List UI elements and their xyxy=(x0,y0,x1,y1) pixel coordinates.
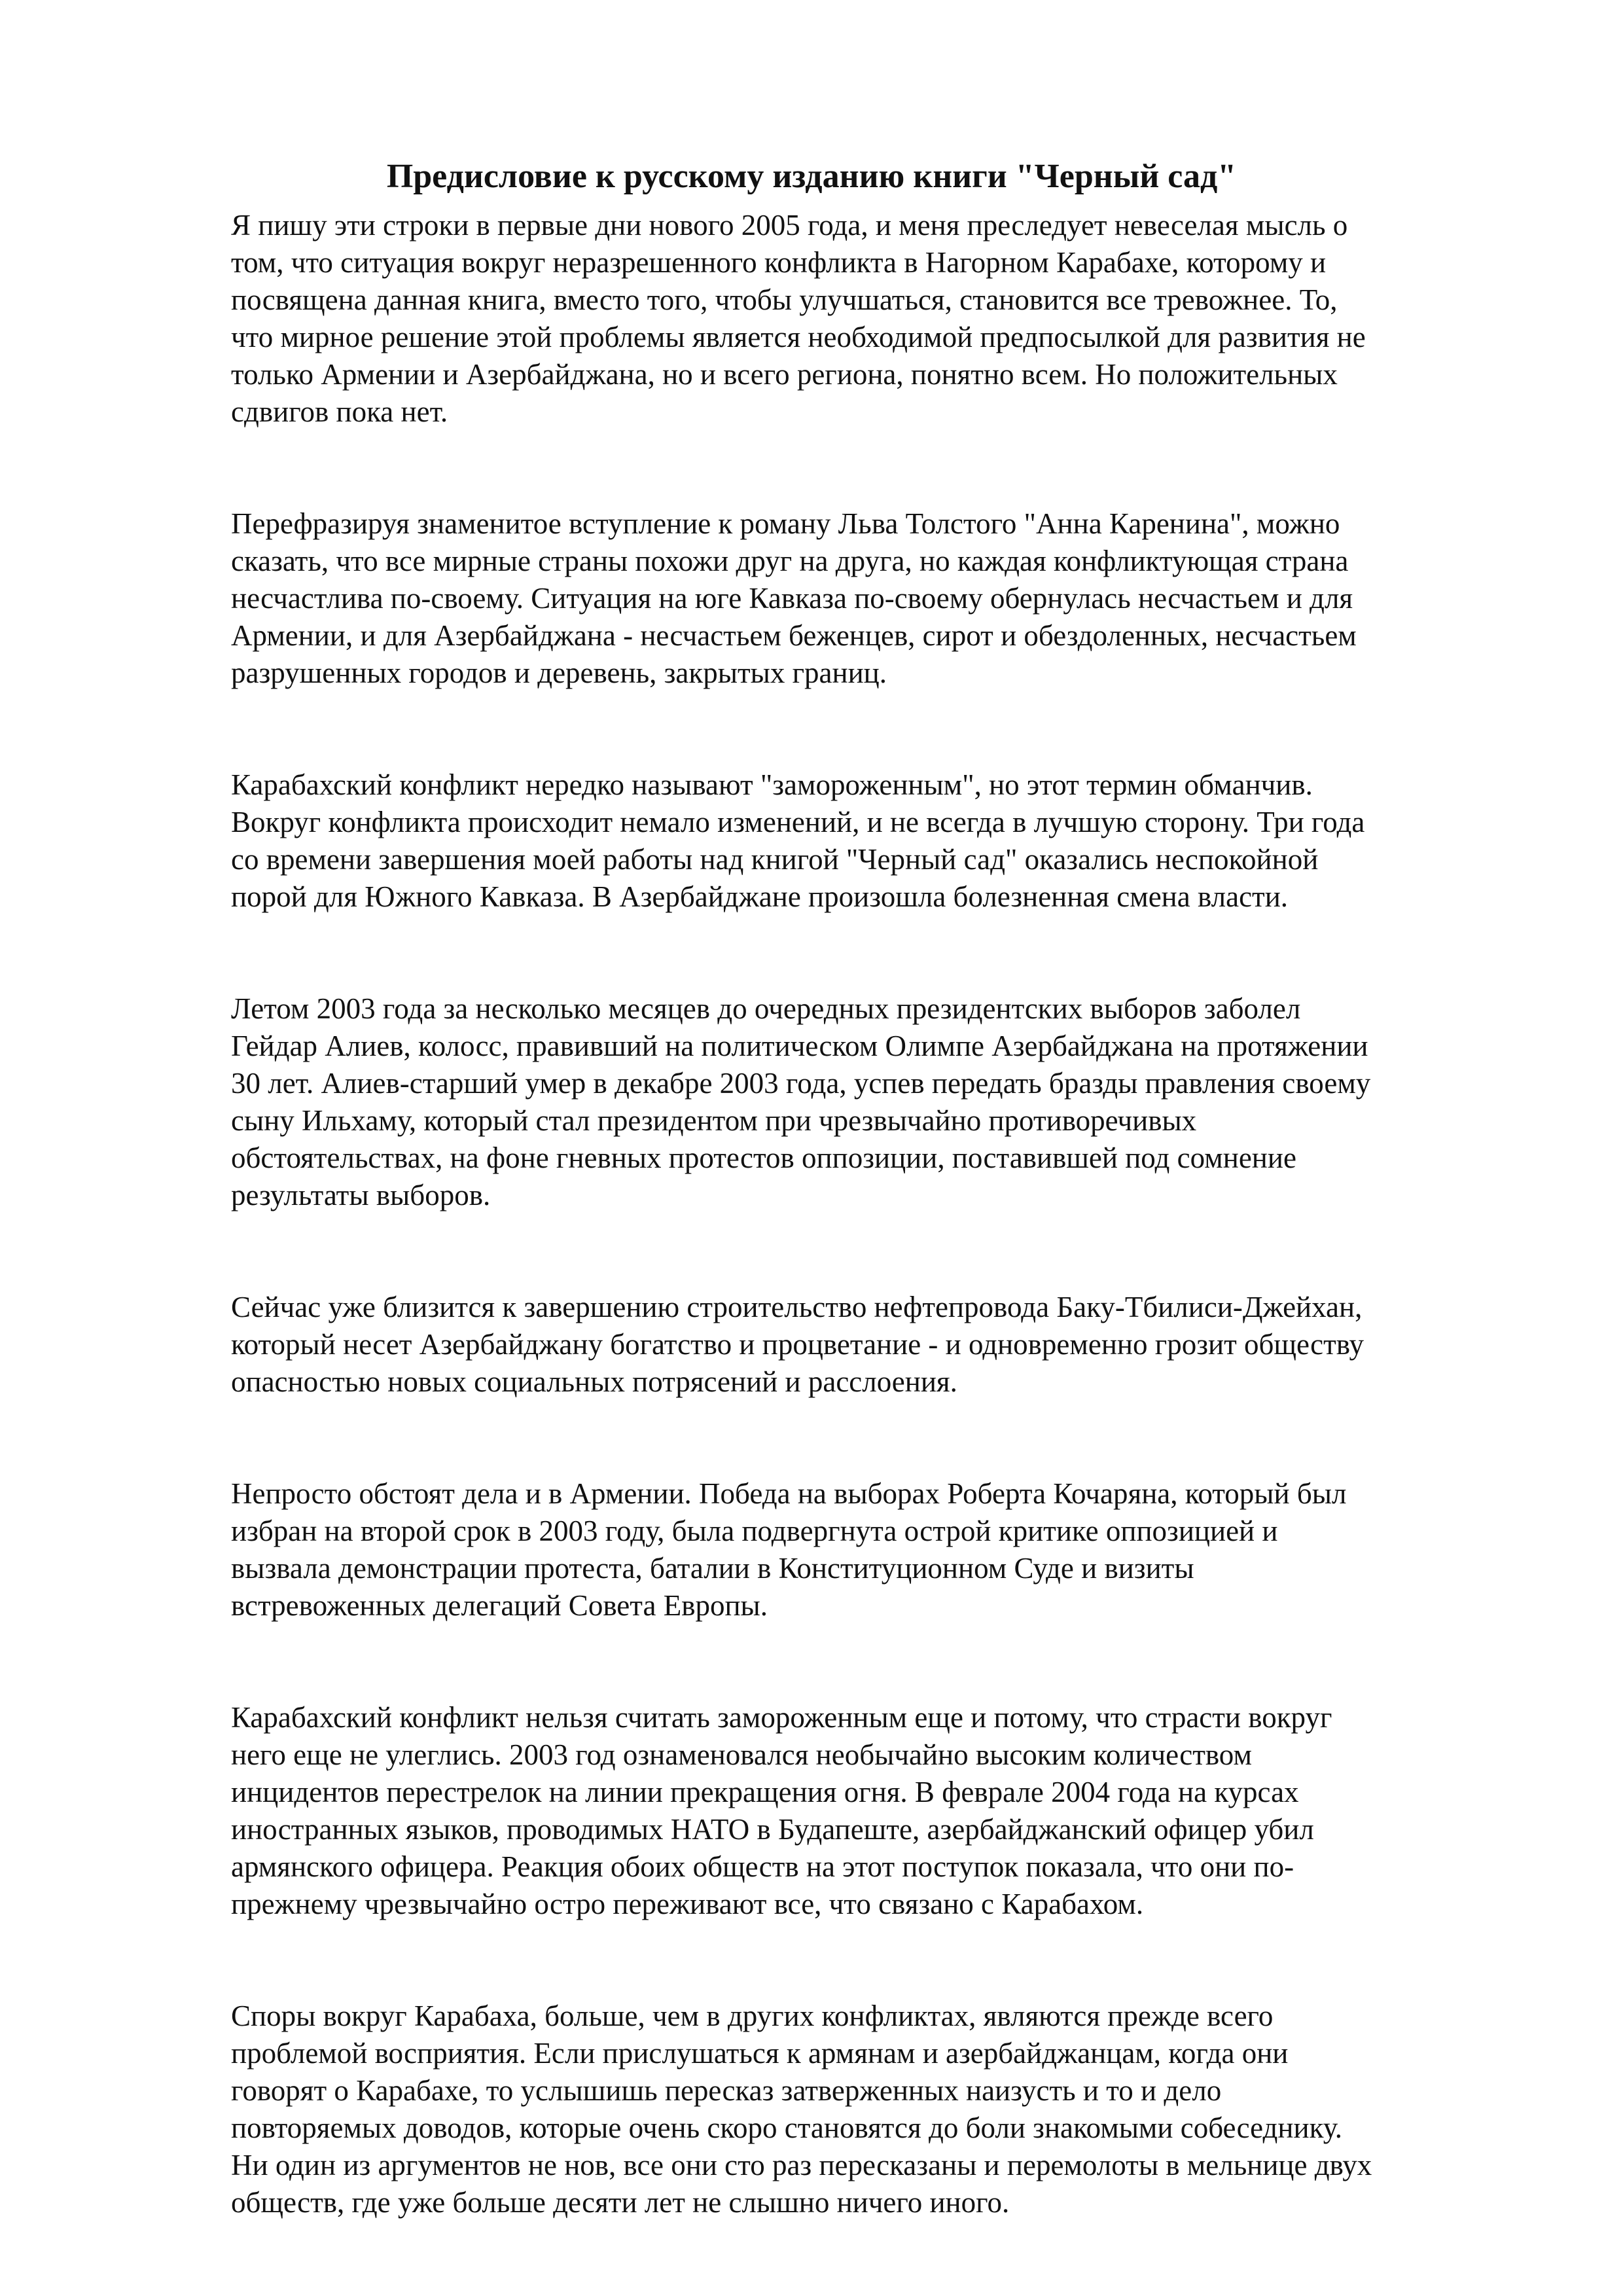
text-line: Вокруг конфликта происходит немало изменений, и не всегда в лучшую сторону. Три года xyxy=(231,806,1365,838)
text-line: Карабахский конфликт нельзя считать замороженным еще и потому, что страсти вокруг xyxy=(231,1701,1332,1734)
text-line: говорят о Карабахе, то услышишь пересказ затверженных наизусть и то и дело xyxy=(231,2074,1222,2107)
text-line: Споры вокруг Карабаха, больше, чем в других конфликтах, являются прежде всего xyxy=(231,2000,1274,2032)
text-line: Непросто обстоят дела и в Армении. Победа на выборах Роберта Кочаряна, который был xyxy=(231,1477,1347,1510)
text-line: повторяемых доводов, которые очень скоро становятся до боли знакомыми собеседнику. xyxy=(231,2111,1343,2144)
text-line: Армении, и для Азербайджана - несчастьем беженцев, сирот и обездоленных, несчастьем xyxy=(231,619,1357,652)
text-line: что мирное решение этой проблемы является необходимой предпосылкой для развития не xyxy=(231,321,1366,353)
text-line: проблемой восприятия. Если прислушаться к армянам и азербайджанцам, когда они xyxy=(231,2037,1289,2070)
text-line: сказать, что все мирные страны похожи друг на друга, но каждая конфликтующая страна xyxy=(231,545,1349,577)
text-line: только Армении и Азербайджана, но и всего региона, понятно всем. Но положительных xyxy=(231,358,1338,391)
text-line: сыну Ильхаму, который стал президентом при чрезвычайно противоречивых xyxy=(231,1104,1197,1137)
text-line: 30 лет. Алиев-старший умер в декабре 2003 года, успев передать бразды правления своему xyxy=(231,1067,1371,1100)
text-line: обстоятельствах, на фоне гневных протестов оппозиции, поставившей под сомнение xyxy=(231,1141,1296,1174)
paragraph-3 xyxy=(231,766,1504,916)
text-line: Гейдар Алиев, колосс, правивший на политическом Олимпе Азербайджана на протяжении xyxy=(231,1030,1368,1062)
text-line: том, что ситуация вокруг неразрешенного конфликта в Нагорном Карабахе, которому и xyxy=(231,246,1327,279)
text-line: Летом 2003 года за несколько месяцев до очередных президентских выборов заболел xyxy=(231,992,1301,1025)
text-line: разрушенных городов и деревень, закрытых границ. xyxy=(231,656,887,689)
text-line: несчастлива по-своему. Ситуация на юге Кавказа по-своему обернулась несчастьем и для xyxy=(231,582,1353,615)
text-line: Я пишу эти строки в первые дни нового 2005 года, и меня преследует невеселая мысль о xyxy=(231,209,1348,242)
text-line: который несет Азербайджану богатство и процветание - и одновременно грозит обществу xyxy=(231,1328,1364,1361)
text-line: порой для Южного Кавказа. В Азербайджане произошла болезненная смена власти. xyxy=(231,880,1289,913)
text-line: Карабахский конфликт нередко называют "замороженным", но этот термин обманчив. xyxy=(231,768,1313,801)
text-line: опасностью новых социальных потрясений и расслоения. xyxy=(231,1365,957,1398)
text-line: Ни один из аргументов не нов, все они сто раз пересказаны и перемолоты в мельнице двух xyxy=(231,2149,1372,2181)
text-line: результаты выборов. xyxy=(231,1179,491,1211)
text-line: армянского офицера. Реакция обоих обществ на этот поступок показала, что они по- xyxy=(231,1850,1294,1883)
text-line: прежнему чрезвычайно остро переживают все, что связано с Карабахом. xyxy=(231,1888,1144,1920)
document-body xyxy=(231,207,1504,2296)
text-line: сдвигов пока нет. xyxy=(231,395,448,428)
text-line: со времени завершения моей работы над книгой "Черный сад" оказались неспокойной xyxy=(231,843,1319,876)
text-line: обществ, где уже больше десяти лет не слышно ничего иного. xyxy=(231,2186,1010,2219)
paragraph-7 xyxy=(231,1699,1504,1923)
text-line: иностранных языков, проводимых НАТО в Будапеште, азербайджанский офицер убил xyxy=(231,1813,1314,1846)
text-line: Сейчас уже близится к завершению строительство нефтепровода Баку-Тбилиси-Джейхан, xyxy=(231,1291,1363,1323)
paragraph-2 xyxy=(231,505,1504,692)
text-line: вызвала демонстрации протеста, баталии в Конституционном Суде и визиты xyxy=(231,1552,1194,1585)
text-line: избран на второй срок в 2003 году, была подвергнута острой критике оппозицией и xyxy=(231,1515,1278,1547)
text-line: Перефразируя знаменитое вступление к роману Льва Толстого "Анна Каренина", можно xyxy=(231,507,1340,540)
paragraph-4 xyxy=(231,990,1504,1214)
paragraph-6 xyxy=(231,1475,1504,1624)
text-line: встревоженных делегаций Совета Европы. xyxy=(231,1589,768,1622)
text-line: инцидентов перестрелок на линии прекращения огня. В феврале 2004 года на курсах xyxy=(231,1776,1299,1808)
text-line: посвящена данная книга, вместо того, чтобы улучшаться, становится все тревожнее. То, xyxy=(231,283,1338,316)
paragraph-1 xyxy=(231,207,1504,431)
paragraph-8 xyxy=(231,1998,1504,2221)
paragraph-5 xyxy=(231,1289,1504,1401)
document-title: Предисловие к русскому изданию книги "Черный сад" xyxy=(386,158,1237,195)
text-line: него еще не улеглись. 2003 год ознаменовался необычайно высоким количеством xyxy=(231,1738,1252,1771)
